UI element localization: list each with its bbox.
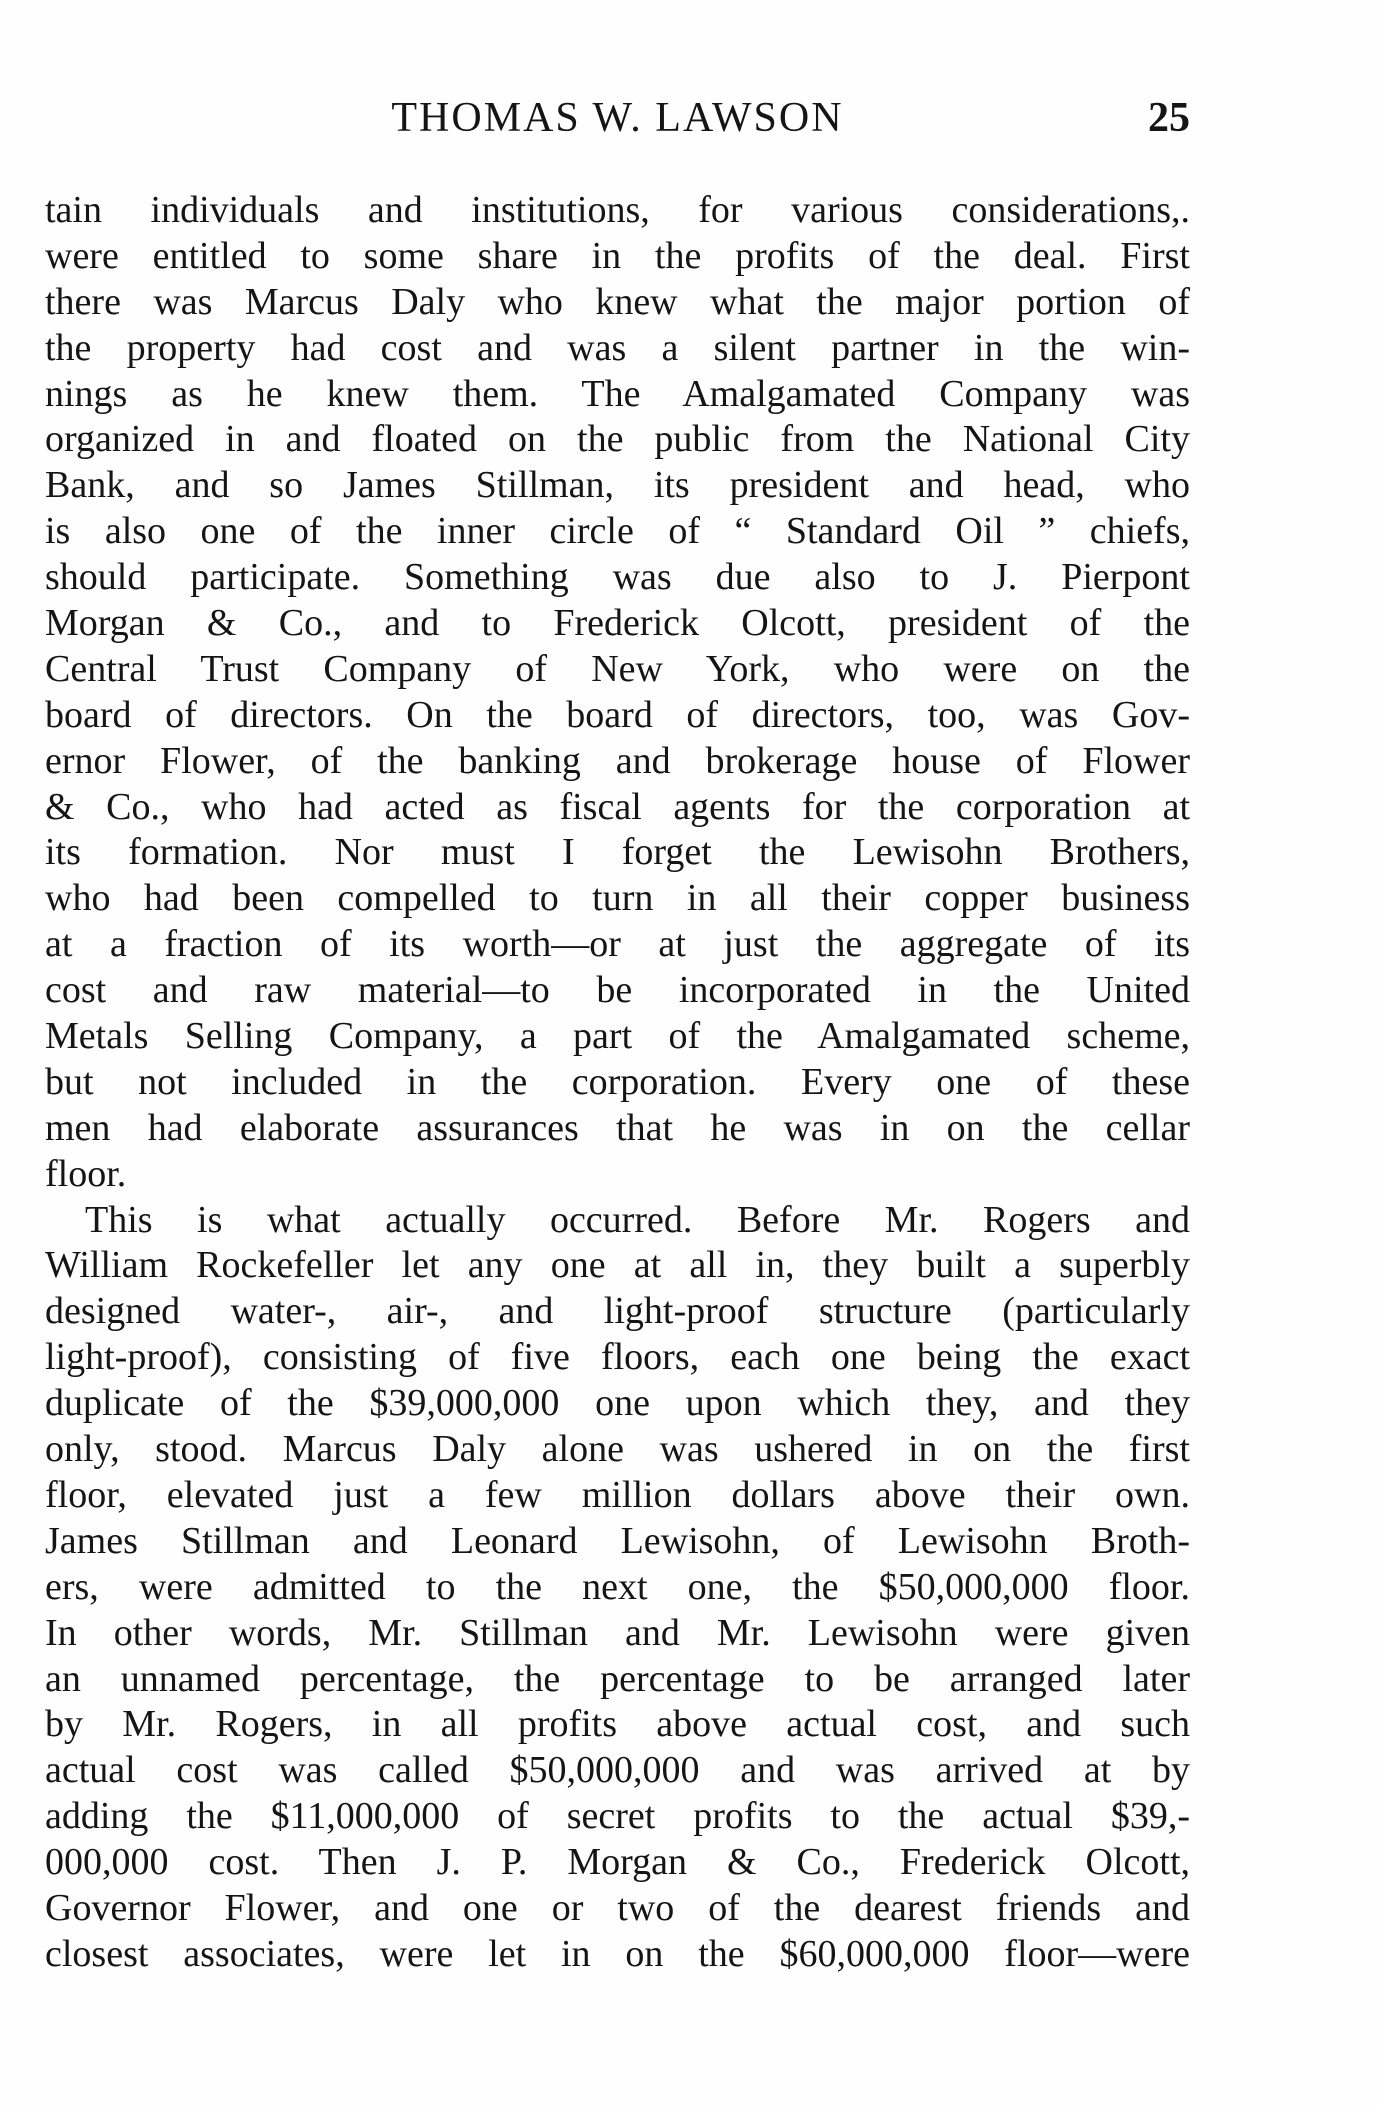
text-line: but not included in the corporation. Every one of these <box>45 1060 1190 1103</box>
text-line: Central Trust Company of New York, who were on the <box>45 647 1190 690</box>
page-number: 25 <box>1148 95 1190 141</box>
text-line: light-proof), consisting of five floors, each one being the exact <box>45 1336 1190 1379</box>
text-line: is also one of the inner circle of “ Standard Oil ” chiefs, <box>45 510 1190 553</box>
running-header <box>45 92 1190 144</box>
text-line: Bank, and so James Stillman, its president and head, who <box>45 464 1190 507</box>
text-line: nings as he knew them. The Amalgamated Company was <box>45 372 1190 415</box>
text-line: only, stood. Marcus Daly alone was ushered in on the first <box>45 1428 1190 1471</box>
text-line: actual cost was called $50,000,000 and was arrived at by <box>45 1749 1190 1792</box>
text-line: organized in and floated on the public from the National City <box>45 418 1190 461</box>
text-line: & Co., who had acted as fiscal agents for the corporation at <box>45 785 1190 828</box>
text-line: cost and raw material—to be incorporated in the United <box>45 969 1190 1012</box>
text-line: In other words, Mr. Stillman and Mr. Lewisohn were given <box>45 1611 1190 1654</box>
text-line: designed water-, air-, and light-proof structure (particularly <box>45 1290 1190 1333</box>
text-line: James Stillman and Leonard Lewisohn, of Lewisohn Broth- <box>45 1519 1190 1562</box>
text-line: men had elaborate assurances that he was in on the cellar <box>45 1106 1190 1149</box>
text-line: by Mr. Rogers, in all profits above actual cost, and such <box>45 1703 1190 1746</box>
text-line: ernor Flower, of the banking and brokerage house of Flower <box>45 739 1190 782</box>
text-line: 000,000 cost. Then J. P. Morgan & Co., Frederick Olcott, <box>45 1841 1190 1884</box>
text-line: William Rockefeller let any one at all in, they built a superbly <box>45 1244 1190 1287</box>
body-text <box>45 188 1190 1978</box>
text-line: who had been compelled to turn in all their copper business <box>45 877 1190 920</box>
text-line: at a fraction of its worth—or at just the aggregate of its <box>45 923 1190 966</box>
text-line: should participate. Something was due also to J. Pierpont <box>45 556 1190 599</box>
text-line: its formation. Nor must I forget the Lewisohn Brothers, <box>45 831 1190 874</box>
text-line: Governor Flower, and one or two of the dearest friends and <box>45 1886 1190 1929</box>
text-line: there was Marcus Daly who knew what the major portion of <box>45 280 1190 323</box>
text-line: ers, were admitted to the next one, the $50,000,000 floor. <box>45 1565 1190 1608</box>
text-line: tain individuals and institutions, for various considerations,. <box>45 189 1190 231</box>
text-line: floor, elevated just a few million dollars above their own. <box>45 1473 1190 1516</box>
text-line: Metals Selling Company, a part of the Amalgamated scheme, <box>45 1015 1190 1058</box>
text-line: duplicate of the $39,000,000 one upon which they, and they <box>45 1382 1190 1425</box>
text-line: adding the $11,000,000 of secret profits to the actual $39,- <box>45 1795 1190 1838</box>
text-line: the property had cost and was a silent partner in the win- <box>45 326 1190 369</box>
text-line: This is what actually occurred. Before Mr. Rogers and <box>85 1198 1190 1241</box>
text-line: board of directors. On the board of directors, too, was Gov- <box>45 693 1190 736</box>
text-line: were entitled to some share in the profits of the deal. First <box>45 234 1190 277</box>
text-line: floor. <box>45 1152 127 1195</box>
text-line: an unnamed percentage, the percentage to be arranged later <box>45 1657 1190 1700</box>
running-title: THOMAS W. LAWSON <box>391 95 844 141</box>
text-line: Morgan & Co., and to Frederick Olcott, president of the <box>45 602 1190 645</box>
text-line: closest associates, were let in on the $60,000,000 floor—were <box>45 1932 1190 1975</box>
